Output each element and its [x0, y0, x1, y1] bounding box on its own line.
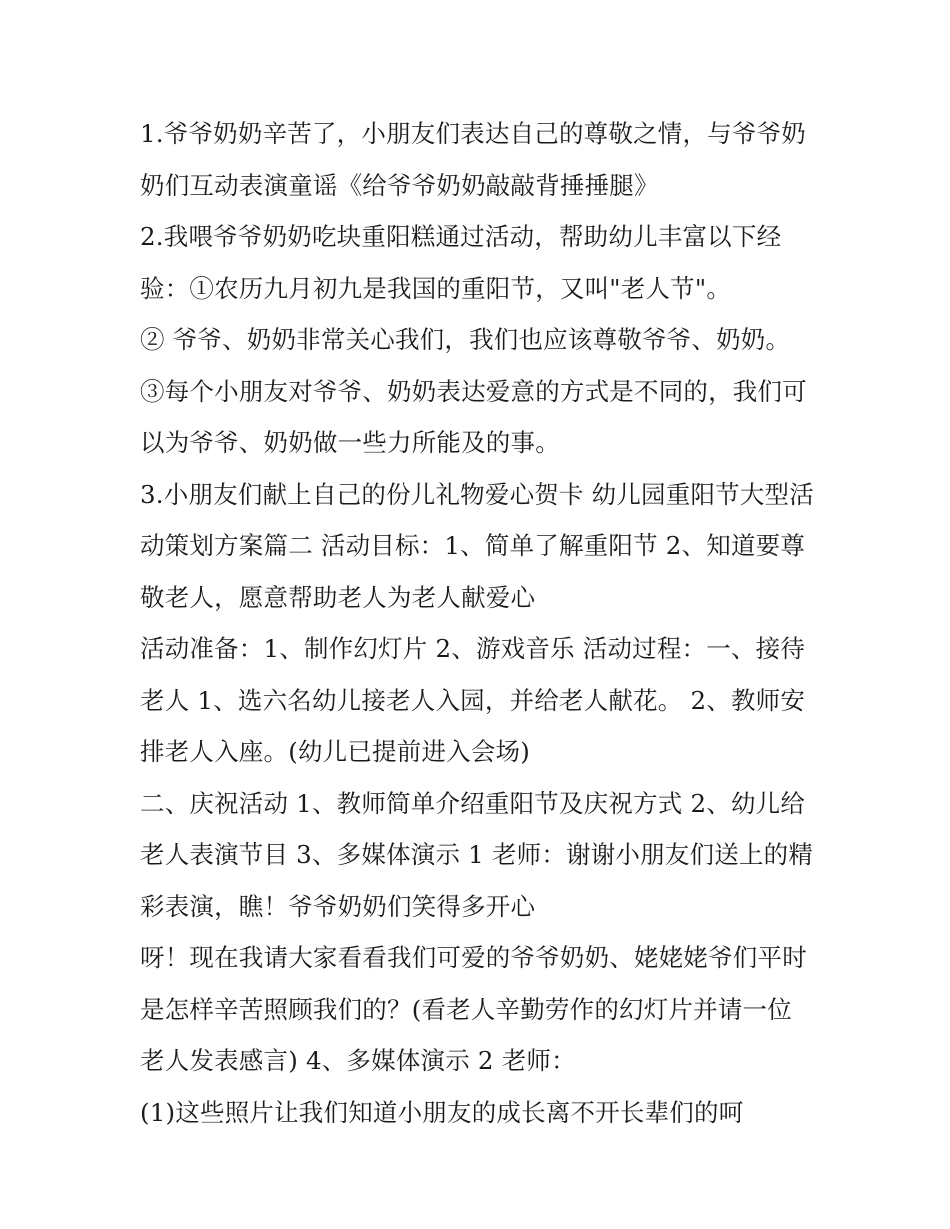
- paragraph-3: ② 爷爷、奶奶非常关心我们，我们也应该尊敬爷爷、奶奶。: [140, 325, 791, 354]
- paragraph-2: 2.我喂爷爷奶奶吃块重阳糕通过活动，帮助幼儿丰富以下经 验：①农历九月初九是我国的重阳节，又叫"老人节"。: [140, 222, 782, 303]
- paragraph-5: 3.小朋友们献上自己的份儿礼物爱心贺卡 幼儿园重阳节大型活 动策划方案篇二 活动目标：1、简单了解重阳节 2、知道要尊 敬老人，愿意帮助老人为老人献爱心: [140, 479, 814, 612]
- paragraph-1: 1.爷爷奶奶辛苦了，小朋友们表达自己的尊敬之情，与爷爷奶 奶们互动表演童谣《给爷爷奶奶敲敲背捶捶腿》: [140, 119, 806, 200]
- paragraph-4: ③每个小朋友对爷爷、奶奶表达爱意的方式是不同的，我们可 以为爷爷、奶奶做一些力所能及的事。: [140, 376, 807, 457]
- document-body: [140, 108, 840, 1138]
- paragraph-7: 二、庆祝活动 1、教师简单介绍重阳节及庆祝方式 2、幼儿给 老人表演节目 3、多媒体演示 1 老师：谢谢小朋友们送上的精 彩表演，瞧！爷爷奶奶们笑得多开心: [140, 788, 814, 921]
- paragraph-8: 呀！现在我请大家看看我们可爱的爷爷奶奶、姥姥姥爷们平时 是怎样辛苦照顾我们的？(看老人辛勤劳作的幻灯片并请一位 老人发表感言) 4、多媒体演示 2 老师：: [140, 943, 807, 1075]
- paragraph-9: (1)这些照片让我们知道小朋友的成长离不开长辈们的呵: [140, 1097, 744, 1127]
- paragraph-6: 活动准备：1、制作幻灯片 2、游戏音乐 活动过程：一、接待 老人 1、选六名幼儿接老人入园，并给老人献花。 2、教师安 排老人入座。(幼儿已提前进入会场): [140, 634, 806, 766]
